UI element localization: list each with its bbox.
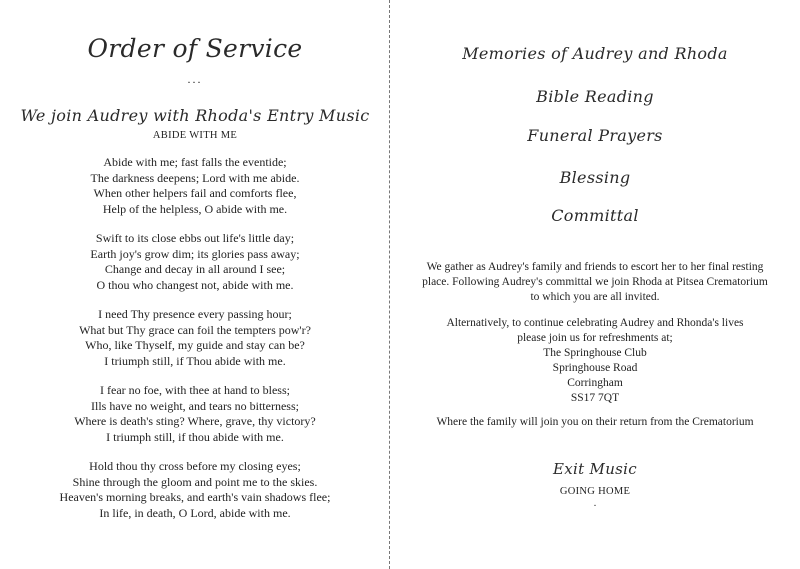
funeral-prayers-heading: Funeral Prayers [527,126,663,145]
verse-line: Ills have no weight, and tears no bitterness; [91,398,299,413]
verse-line: Change and decay in all around I see; [104,262,286,276]
verse-line: Who, like Thyself, my guide and stay can be? [85,338,305,352]
entry-music-heading: We join Audrey with Rhoda's Entry Music [20,106,370,125]
verse-line: When other helpers fail and comforts flee, [93,186,297,200]
refreshments-paragraph [420,316,770,406]
verse-line: What but Thy grace can foil the tempters pow'r? [79,322,311,337]
verse-line: Hold thou thy cross before my closing eyes; [89,459,301,473]
verse-line: The darkness deepens; Lord with me abide. [90,170,300,185]
order-of-service-title: Order of Service [87,34,303,63]
verse-line: Abide with me; fast falls the eventide; [103,155,287,169]
hymn-verse-5 [0,459,390,521]
hymn-verse-1 [0,155,390,217]
verse-line: I fear no foe, with thee at hand to bless; [100,383,290,397]
hymn-verses [0,155,390,535]
committal-heading: Committal [551,206,639,225]
bible-reading-heading: Bible Reading [536,87,654,106]
venue-name: The Springhouse Club [543,347,647,359]
verse-line: Heaven's morning breaks, and earth's vain shadows flee; [59,490,331,504]
hymn-verse-2 [0,231,390,293]
verse-line: Help of the helpless, O abide with me. [102,201,288,216]
exit-song-title: GOING HOME [559,486,631,497]
right-page [400,0,790,569]
family-return-note: Where the family will join you on their return from the Crematorium [436,416,754,428]
refreshments-line: please join us for refreshments at; [517,332,673,344]
gathering-paragraph: We gather as Audrey's family and friends to escort her to her final resting place. Following Audrey's committal we join Rhoda at Pitsea Crematorium to which you are all invited. [422,261,768,303]
verse-line: I need Thy presence every passing hour; [98,307,292,321]
verse-line: Earth joy's grow dim; its glories pass away; [90,246,300,261]
verse-line: I triumph still, if Thou abide with me. [104,353,286,368]
venue-street: Springhouse Road [552,362,638,374]
memories-heading: Memories of Audrey and Rhoda [462,44,728,63]
exit-music-heading: Exit Music [553,460,637,478]
left-page [0,0,390,569]
verse-line: Swift to its close ebbs out life's little day; [95,231,295,245]
verse-line: Where is death's sting? Where, grave, thy victory? [74,414,316,428]
venue-town: Corringham [567,377,623,389]
blessing-heading: Blessing [559,168,631,187]
verse-line: O thou who changest not, abide with me. [96,277,294,292]
hymn-verse-3 [0,307,390,369]
venue-postcode: SS17 7QT [570,392,620,404]
verse-line: I triumph still, if thou abide with me. [106,429,284,444]
title-dots: ... [187,72,203,86]
refreshments-line: Alternatively, to continue celebrating Audrey and Rhonda's lives [446,317,744,329]
verse-line: Shine through the gloom and point me to the skies. [72,474,318,489]
end-mark: . [593,498,597,509]
entry-song-title: ABIDE WITH ME [152,130,238,141]
verse-line: In life, in death, O Lord, abide with me. [99,505,291,520]
hymn-verse-4 [0,383,390,445]
